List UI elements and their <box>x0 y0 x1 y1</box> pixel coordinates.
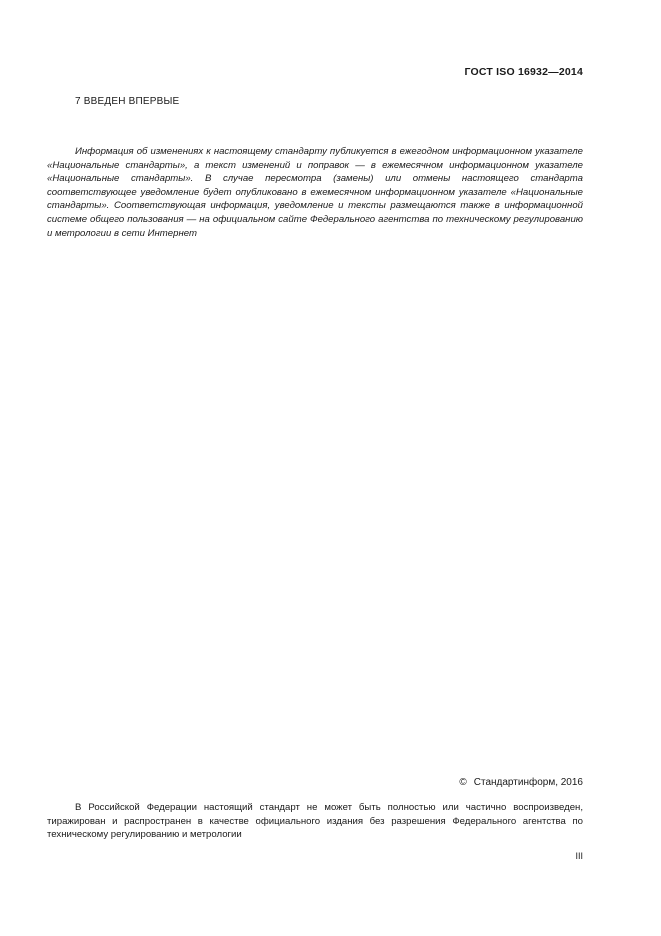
reproduction-notice-paragraph: В Российской Федерации настоящий стандарт не может быть полностью или частично воспроизведен, тиражирован и распространен в качестве официального издания без разрешения Федерального агентства по техническому регулированию и метрологии <box>47 802 583 841</box>
page-number: III <box>575 851 583 861</box>
amendments-info-paragraph: Информация об изменениях к настоящему стандарту публикуется в ежегодном информационном указателе «Национальные стандарты», а текст изменений и поправок — в ежемесячном информационном указателе «Национальные стандарты». В случае пересмотра (замены) или отмены настоящего стандарта соответствующее уведомление будет опубликовано в ежемесячном информационном указателе «Национальные стандарты». Соответствующая информация, уведомление и тексты размещаются также в информационной системе общего пользования — на официальном сайте Федерального агентства по техническому регулированию и метрологии в сети Интернет <box>47 146 583 239</box>
copyright-icon: © <box>459 777 467 788</box>
document-code: ГОСТ ISO 16932—2014 <box>464 66 583 78</box>
item-introduced-first-time: 7 ВВЕДЕН ВПЕРВЫЕ <box>75 96 180 107</box>
copyright-text: Стандартинформ, 2016 <box>473 777 583 788</box>
copyright-line <box>459 777 583 788</box>
